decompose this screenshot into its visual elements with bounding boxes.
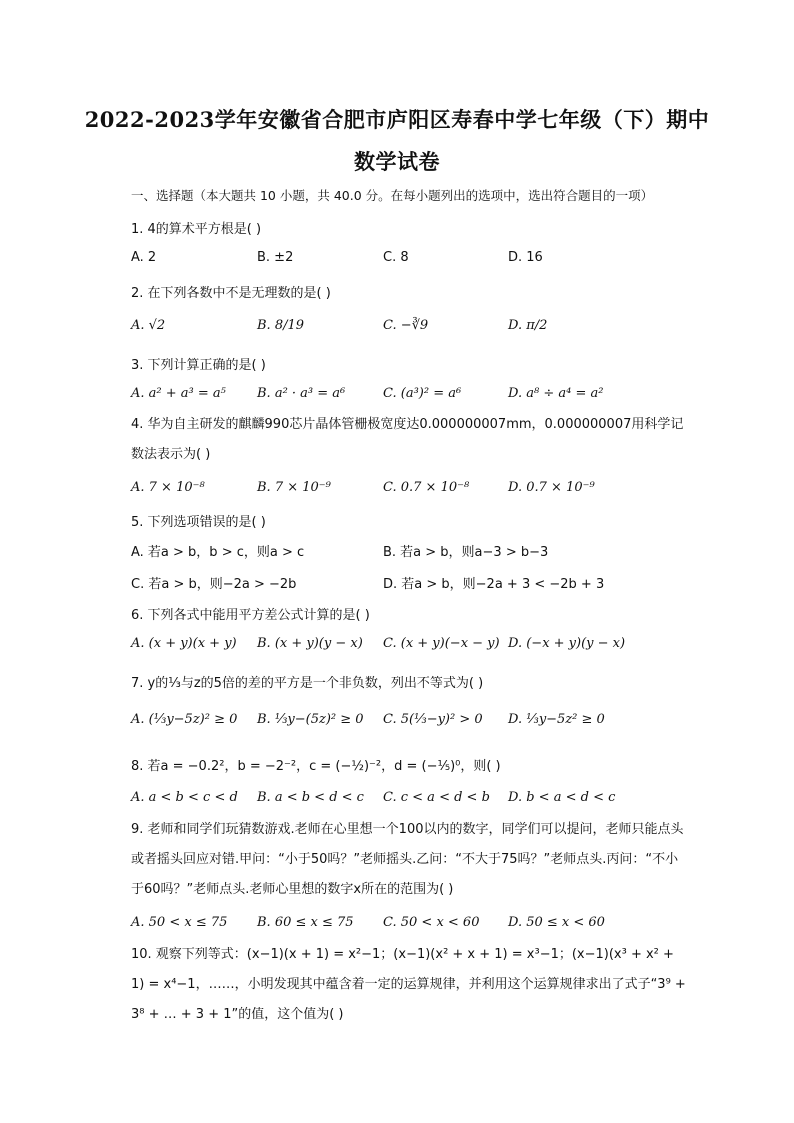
q6-option-d: D. (−x + y)(y − x) bbox=[508, 636, 626, 651]
q7-option-c: C. 5(⅓−y)² > 0 bbox=[383, 712, 483, 727]
q4-option-c: C. 0.7 × 10⁻⁸ bbox=[383, 480, 470, 495]
q9-option-c: C. 50 < x < 60 bbox=[383, 915, 480, 930]
q6-option-b: B. (x + y)(y − x) bbox=[257, 636, 363, 651]
q5-option-c: C. 若a > b，则−2a > −2b bbox=[131, 577, 297, 592]
question-8-options bbox=[131, 790, 691, 812]
question-2-options bbox=[131, 318, 691, 340]
q3-option-a: A. a² + a³ = a⁵ bbox=[131, 386, 226, 401]
q7-option-d: D. ⅓y−5z² ≥ 0 bbox=[508, 712, 605, 727]
q8-option-c: C. c < a < d < b bbox=[383, 790, 490, 805]
question-3-stem: 3. 下列计算正确的是( ) bbox=[131, 358, 266, 373]
q4-option-d: D. 0.7 × 10⁻⁹ bbox=[508, 480, 595, 495]
q1-option-a: A. 2 bbox=[131, 250, 157, 265]
q4-option-b: B. 7 × 10⁻⁹ bbox=[257, 480, 331, 495]
q2-option-b: B. 8/19 bbox=[257, 318, 305, 333]
question-7-options bbox=[131, 712, 691, 734]
q6-option-a: A. (x + y)(x + y) bbox=[131, 636, 237, 651]
q5-option-d: D. 若a > b，则−2a + 3 < −2b + 3 bbox=[383, 577, 605, 592]
q8-option-a: A. a < b < c < d bbox=[131, 790, 238, 805]
q7-option-b: B. ⅓y−(5z)² ≥ 0 bbox=[257, 712, 364, 727]
q9-option-b: B. 60 ≤ x ≤ 75 bbox=[257, 915, 354, 930]
question-5-stem: 5. 下列选项错误的是( ) bbox=[131, 515, 266, 530]
q8-option-d: D. b < a < d < c bbox=[508, 790, 616, 805]
q2-option-d: D. π/2 bbox=[508, 318, 548, 333]
question-1-stem: 1. 4的算术平方根是( ) bbox=[131, 222, 262, 237]
question-8-stem: 8. 若a = −0.2²，b = −2⁻²，c = (−½)⁻²，d = (−⅕)⁰，则( ) bbox=[131, 759, 501, 774]
q3-option-c: C. (a³)² = a⁶ bbox=[383, 386, 462, 401]
q9-option-a: A. 50 < x ≤ 75 bbox=[131, 915, 228, 930]
q9-option-d: D. 50 ≤ x < 60 bbox=[508, 915, 605, 930]
q7-option-a: A. (⅓y−5z)² ≥ 0 bbox=[131, 712, 238, 727]
question-9-stem: 9. 老师和同学们玩猜数游戏.老师在心里想一个100以内的数字，同学们可以提问，老师只能点头或者摇头回应对错.甲问：“小于50吗？”老师摇头.乙问：“不大于75吗？”老师点头.丙问：“不小于60吗？”老师点头.老师心里想的数字x所在的范围为( ) bbox=[131, 822, 684, 897]
exam-title-line1: 2022-2023学年安徽省合肥市庐阳区寿春中学七年级（下）期中 bbox=[84, 107, 710, 132]
q4-option-a: A. 7 × 10⁻⁸ bbox=[131, 480, 205, 495]
question-6-options bbox=[131, 636, 691, 658]
q1-option-b: B. ±2 bbox=[257, 250, 294, 265]
q1-option-d: D. 16 bbox=[508, 250, 543, 265]
section-heading: 一、选择题（本大题共 10 小题，共 40.0 分。在每小题列出的选项中，选出符合题目的一项） bbox=[131, 188, 654, 203]
q3-option-d: D. a⁸ ÷ a⁴ = a² bbox=[508, 386, 604, 401]
question-6-stem: 6. 下列各式中能用平方差公式计算的是( ) bbox=[131, 608, 370, 623]
question-10-stem: 10. 观察下列等式：(x−1)(x + 1) = x²−1；(x−1)(x² + x + 1) = x³−1；(x−1)(x³ + x² + 1) = x⁴−1，……，小明发现其中蕴含着一定的运算规律，并利用这个运算规律求出了式子“3⁹ + 3⁸ + … + 3 + 1”的值，这个值为( ) bbox=[131, 947, 686, 1022]
question-3-options bbox=[131, 386, 691, 408]
question-5-options-row2 bbox=[131, 573, 691, 595]
question-4-stem: 4. 华为自主研发的麒麟990芯片晶体管栅极宽度达0.000000007mm，0.000000007用科学记数法表示为( ) bbox=[131, 417, 684, 462]
q6-option-c: C. (x + y)(−x − y) bbox=[383, 636, 500, 651]
question-4-options bbox=[131, 480, 691, 502]
q5-option-a: A. 若a > b，b > c，则a > c bbox=[131, 545, 305, 560]
question-9-options bbox=[131, 915, 691, 937]
question-1-options bbox=[131, 250, 691, 272]
q2-option-c: C. −∛9 bbox=[383, 318, 429, 333]
question-2-stem: 2. 在下列各数中不是无理数的是( ) bbox=[131, 286, 331, 301]
exam-title-line2: 数学试卷 bbox=[354, 149, 440, 174]
q8-option-b: B. a < b < d < c bbox=[257, 790, 364, 805]
question-5-options-row1 bbox=[131, 541, 691, 563]
q5-option-b: B. 若a > b，则a−3 > b−3 bbox=[383, 545, 549, 560]
q1-option-c: C. 8 bbox=[383, 250, 409, 265]
q2-option-a: A. √2 bbox=[131, 318, 166, 333]
question-7-stem: 7. y的⅓与z的5倍的差的平方是一个非负数，列出不等式为( ) bbox=[131, 676, 484, 691]
q3-option-b: B. a² · a³ = a⁶ bbox=[257, 386, 346, 401]
